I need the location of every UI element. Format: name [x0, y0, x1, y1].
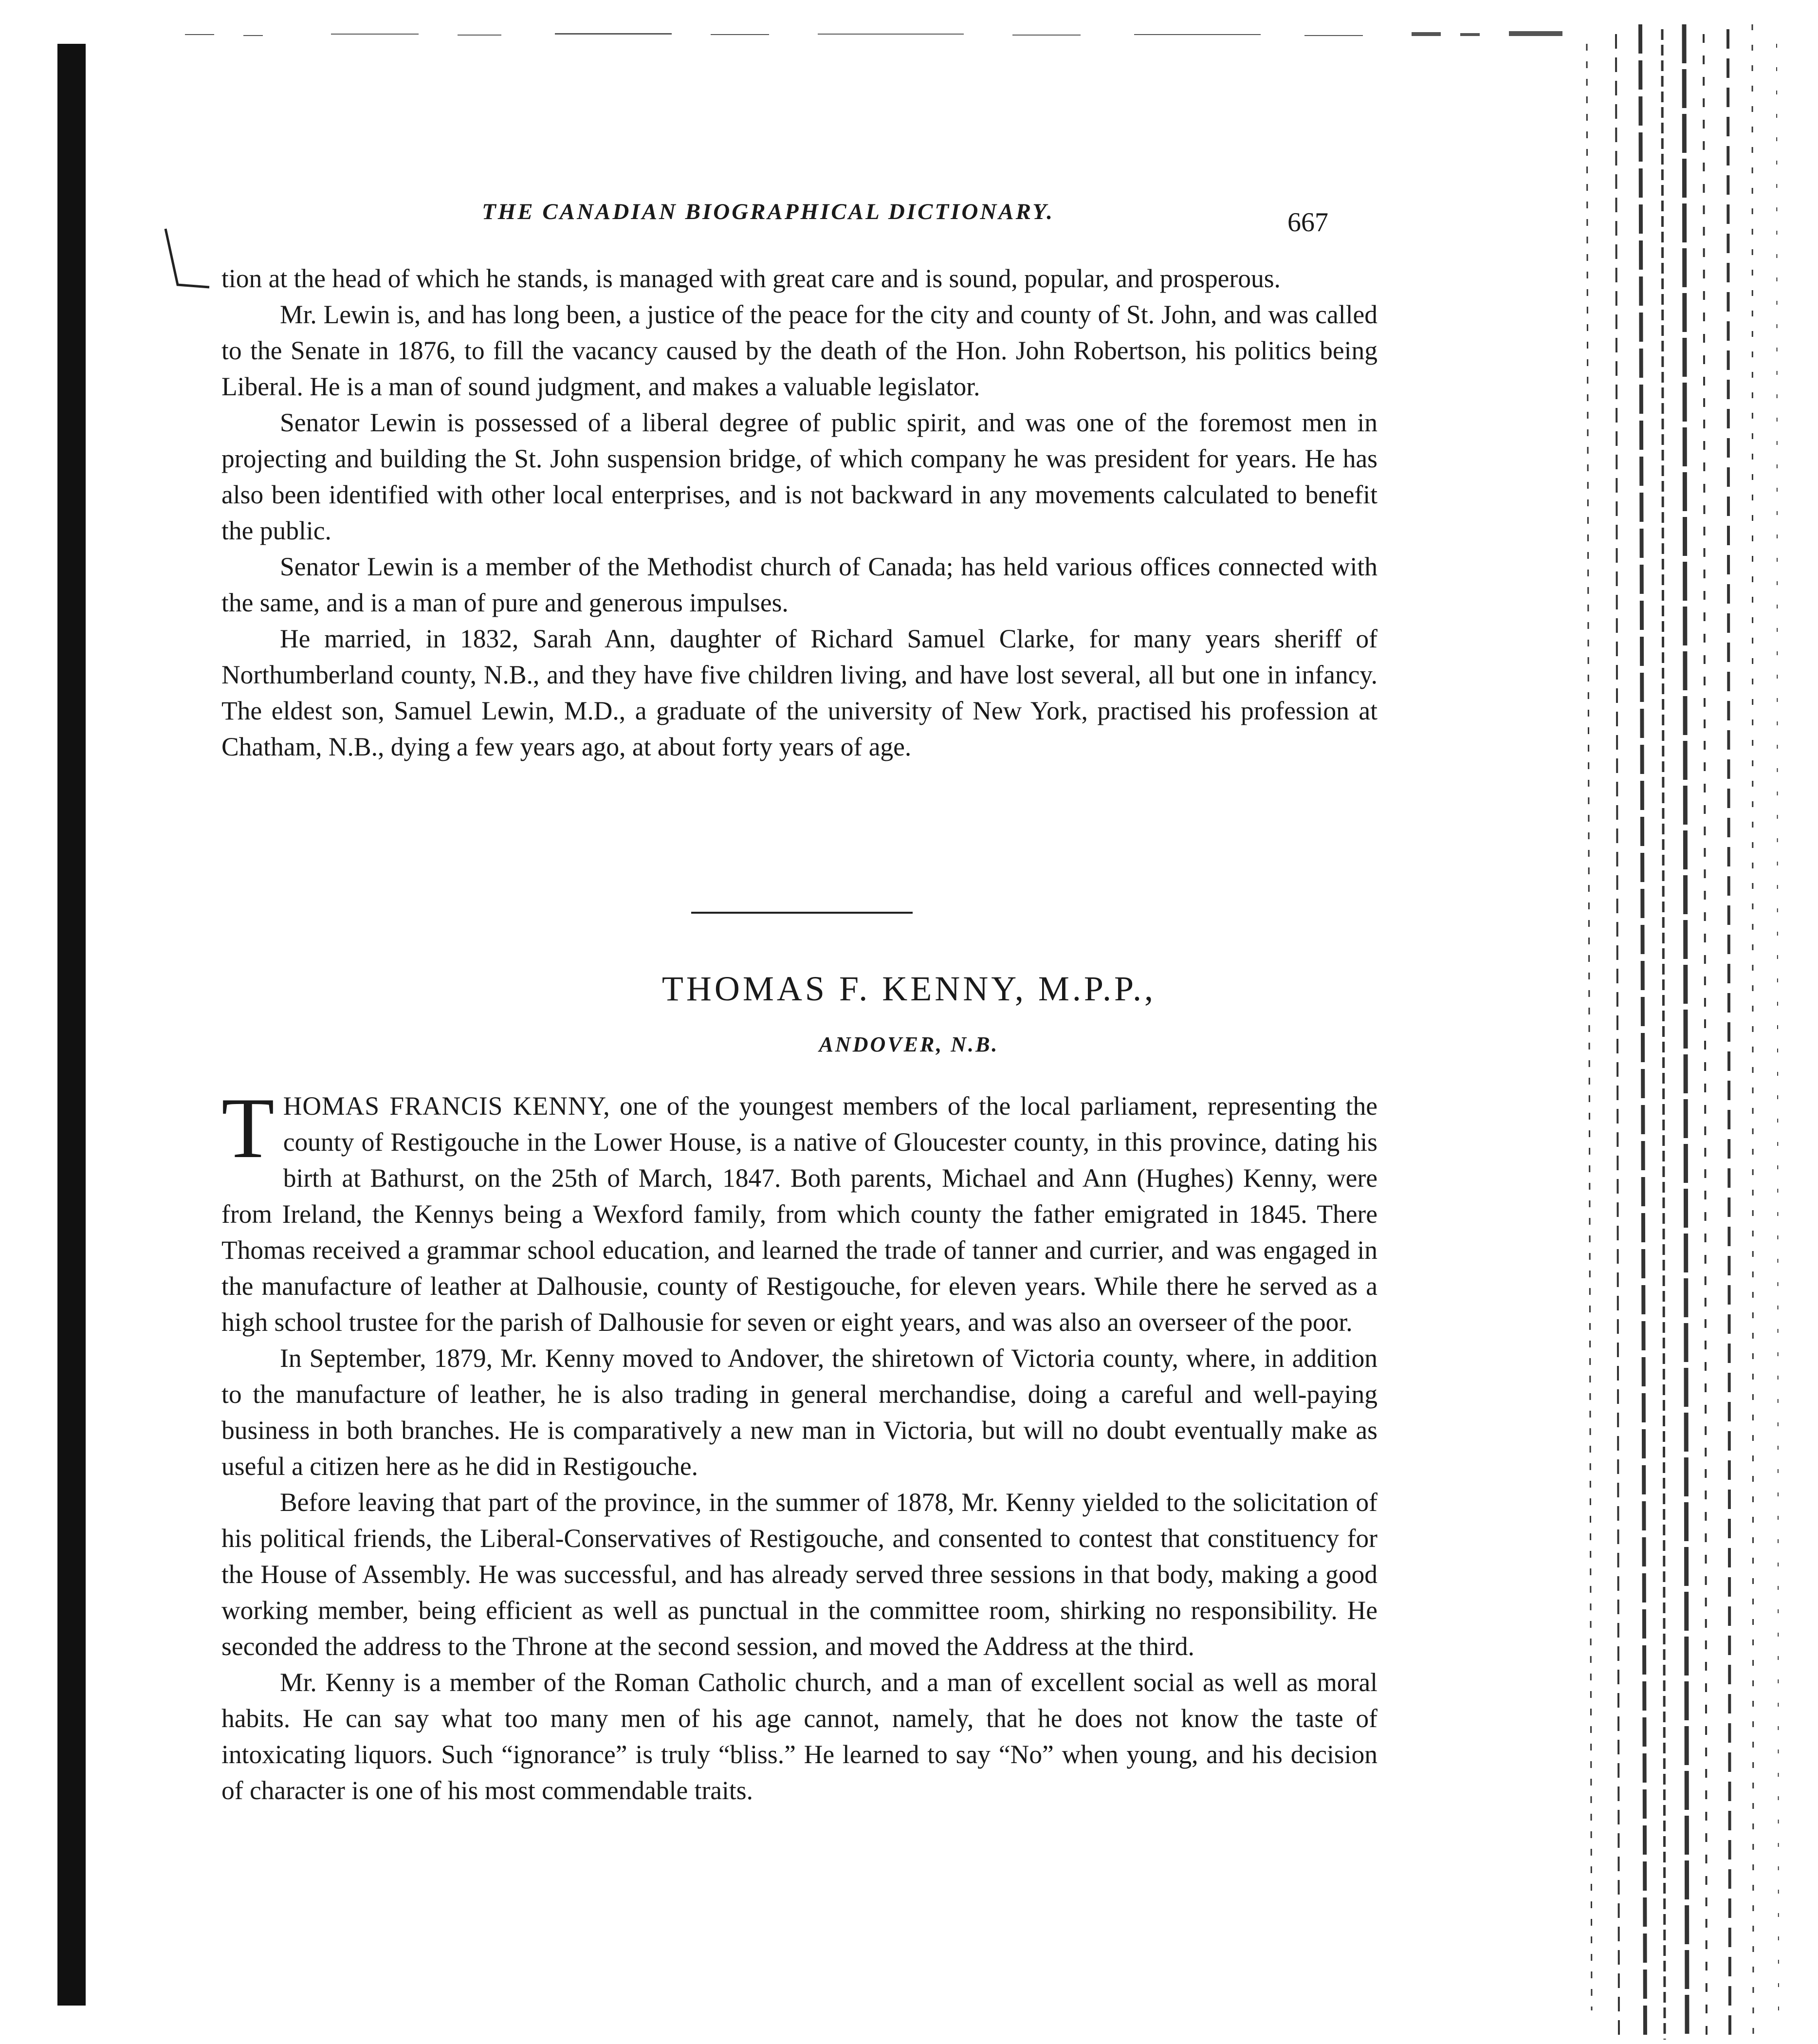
lewin-entry — [221, 260, 1377, 765]
body-paragraph: Mr. Lewin is, and has long been, a justice of the peace for the city and county of St. John, and was called to the Senate in 1876, to fill the vacancy caused by the death of the Hon. John Robertson, his politics being Liberal. He is a man of sound judgment, and makes a valuable legislator. — [221, 300, 1377, 401]
body-paragraph: Senator Lewin is a member of the Methodist church of Canada; has held various offices connected with the same, and is a man of pure and generous impulses. — [221, 552, 1377, 617]
body-paragraph: Mr. Kenny is a member of the Roman Catholic church, and a man of excellent social as well as moral habits. He can say what too many men of his age cannot, namely, that he does not know the taste of intoxicating liquors. Such “ignorance” is truly “bliss.” He learned to say “No” when young, and his decision of character is one of his most commendable traits. — [221, 1668, 1377, 1805]
body-paragraph: tion at the head of which he stands, is managed with great care and is sound, popular, and prosperous. — [221, 264, 1281, 293]
entry-title: THOMAS F. KENNY, M.P.P., — [661, 969, 1157, 1008]
section-divider — [691, 912, 913, 914]
lead-caps: HOMAS FRANCIS KENNY, — [283, 1091, 610, 1121]
body-paragraph: He married, in 1832, Sarah Ann, daughter of Richard Samuel Clarke, for many years sheriff of Northumberland county, N.B., and they have five children living, and have lost several, all but one in infancy. The eldest son, Samuel Lewin, M.D., a graduate of the university of New York, practised his profession at Chatham, N.B., dying a few years ago, at about forty years of age. — [221, 624, 1377, 761]
scan-right-edge-noise — [1572, 15, 1818, 2044]
scan-top-noise — [185, 29, 1597, 44]
kenny-entry — [221, 1080, 1377, 1808]
lead-paragraph — [221, 1080, 1377, 1340]
scan-corner-mark — [156, 226, 214, 314]
body-paragraph: Before leaving that part of the province, in the summer of 1878, Mr. Kenny yielded to the solicitation of his political friends, the Liberal-Conservatives of Restigouche, and consented to contest that constituency for the House of Assembly. He was successful, and has already served three sessions in that body, making a good working member, being efficient as well as punctual in the committee room, shirking no responsibility. He seconded the address to the Throne at the second session, and moved the Address at the third. — [221, 1488, 1377, 1661]
entry-place: ANDOVER, N.B. — [819, 1032, 999, 1056]
page-number: 667 — [1287, 207, 1328, 238]
drop-cap: T — [221, 1080, 275, 1176]
lead-text: one of the youngest members of the local parliament, representing the county of Restigouche in the Lower House, is a native of Gloucester county, in this province, dating his birth at Bathurst, on the 25th of March, 1847. Both parents, Michael and Ann (Hughes) Kenny, were from Ireland, the Kennys being a Wexford family, from which county the father emigrated in 1845. There Thomas received a grammar school education, and learned the trade of tanner and currier, and was engaged in the manufacture of leather at Dalhousie, county of Restigouche, for eleven years. While there he served as a high school trustee for the parish of Dalhousie for seven or eight years, and was also an overseer of the poor. — [221, 1091, 1377, 1337]
scan-binding-edge — [57, 44, 86, 2006]
running-title: THE CANADIAN BIOGRAPHICAL DICTIONARY. — [482, 199, 1055, 224]
body-paragraph: Senator Lewin is possessed of a liberal degree of public spirit, and was one of the foremost men in projecting and building the St. John suspension bridge, of which company he was president for years. He has also been identified with other local enterprises, and is not backward in any movements calculated to benefit the public. — [221, 408, 1377, 545]
body-paragraph: In September, 1879, Mr. Kenny moved to Andover, the shiretown of Victoria county, where, in addition to the manufacture of leather, he is also trading in general merchandise, doing a careful and well-paying business in both branches. He is comparatively a new man in Victoria, but will no doubt eventually make as useful a citizen here as he did in Restigouche. — [221, 1344, 1377, 1481]
